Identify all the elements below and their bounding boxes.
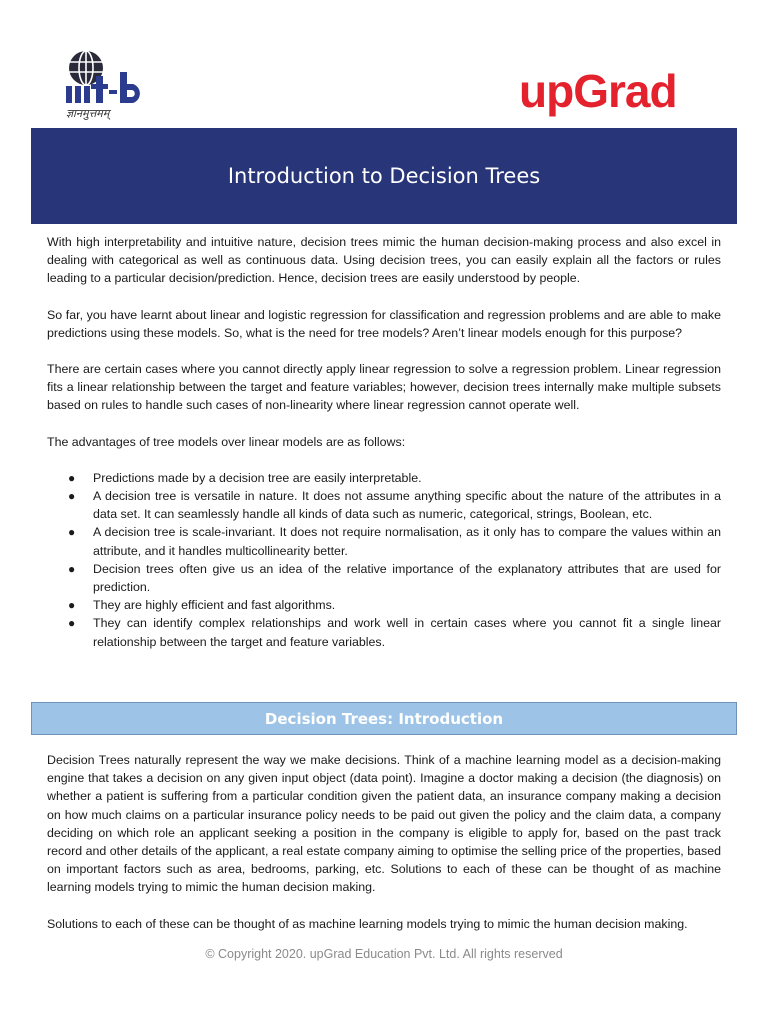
intro-paragraph: With high interpretability and intuitive nature, decision trees mimic the human decision-making process and also excel in dealing with categorical as well as continuous data. Using decision trees, you can easily explain all the factors or rules leading to a particular decision/prediction. Hence, decision trees are easily understood by people. (47, 235, 721, 286)
intro-content (47, 233, 721, 651)
list-item (47, 560, 721, 596)
list-item-text: They can identify complex relationships and work well in certain cases where you cannot fit a single linear relationship between the target and feature variables. (93, 616, 721, 649)
section-title: Decision Trees: Introduction (264, 709, 504, 728)
list-item (47, 596, 721, 614)
list-item-text: Predictions made by a decision tree are easily interpretable. (93, 470, 422, 485)
bullet-icon: ● (68, 616, 76, 631)
list-item-text: Decision trees often give us an idea of the relative importance of the explanatory attributes that are used for prediction. (93, 561, 721, 595)
intro-paragraph: So far, you have learnt about linear and logistic regression for classification and regression problems and are able to make predictions using these models. So, what is the need for tree models? Aren’t linear models enough for this purpose? (47, 307, 721, 340)
iiitb-logo (64, 48, 164, 123)
bullet-icon: ● (68, 470, 76, 485)
iiitb-tagline: ज्ञानमुत्तमम् (66, 107, 110, 120)
intro-paragraph: The advantages of tree models over linear models are as follows: (47, 434, 406, 449)
list-item (47, 487, 721, 523)
upgrad-logo: upGrad (519, 65, 677, 117)
list-item-text: A decision tree is scale-invariant. It does not require normalisation, as it only has to compare the values within an attribute, and it handles multicollinearity better. (93, 525, 721, 558)
bullet-icon: ● (68, 561, 76, 576)
section-header-bar (31, 702, 737, 735)
bullet-icon: ● (68, 525, 76, 540)
iiitb-logo-mark (64, 48, 164, 106)
section-content (47, 751, 721, 933)
title-banner (31, 128, 737, 224)
page-title: Introduction to Decision Trees (227, 164, 541, 188)
list-item-text: A decision tree is versatile in nature. It does not assume anything specific about the nature of the attributes in a data set. It can seamlessly handle all kinds of data such as numeric, categorical, strings, Boolean, etc. (93, 489, 721, 522)
intro-paragraph: There are certain cases where you cannot directly apply linear regression to solve a regression problem. Linear regression fits a linear relationship between the target and feature variables; however, decision trees internally make multiple subsets based on rules to handle such cases of non-linearity where linear regression cannot operate well. (47, 362, 721, 413)
list-item (47, 469, 721, 487)
section-paragraph: Decision Trees naturally represent the way we make decisions. Think of a machine learning model as a decision-making engine that takes a decision on any given input object (data point). Imagine a doctor making a decision (the diagnosis) on whether a patient is suffering from a particular condition given the patient data, an insurance company making a decision on how much claims on a particular insurance policy needs to be paid out given the policy and the claim data, a company deciding on which role an applicant seeking a position in the company is eligible to apply for, based on the past track record and other details of the applicant, a real estate company aiming to optimise the selling price of the properties, based on important factors such as area, bedrooms, parking, etc. Solutions to each of these can be thought of as machine learning models trying to mimic the human decision making. (47, 753, 721, 895)
section-paragraph: Solutions to each of these can be thought of as machine learning models trying to mimic the human decision making. (47, 916, 688, 931)
bullet-icon: ● (68, 598, 76, 613)
bullet-icon: ● (68, 489, 76, 504)
copyright-footer: © Copyright 2020. upGrad Education Pvt. Ltd. All rights reserved (205, 947, 563, 961)
advantages-list (47, 469, 721, 651)
list-item-text: They are highly efficient and fast algorithms. (93, 598, 336, 613)
list-item (47, 614, 721, 650)
list-item (47, 523, 721, 559)
